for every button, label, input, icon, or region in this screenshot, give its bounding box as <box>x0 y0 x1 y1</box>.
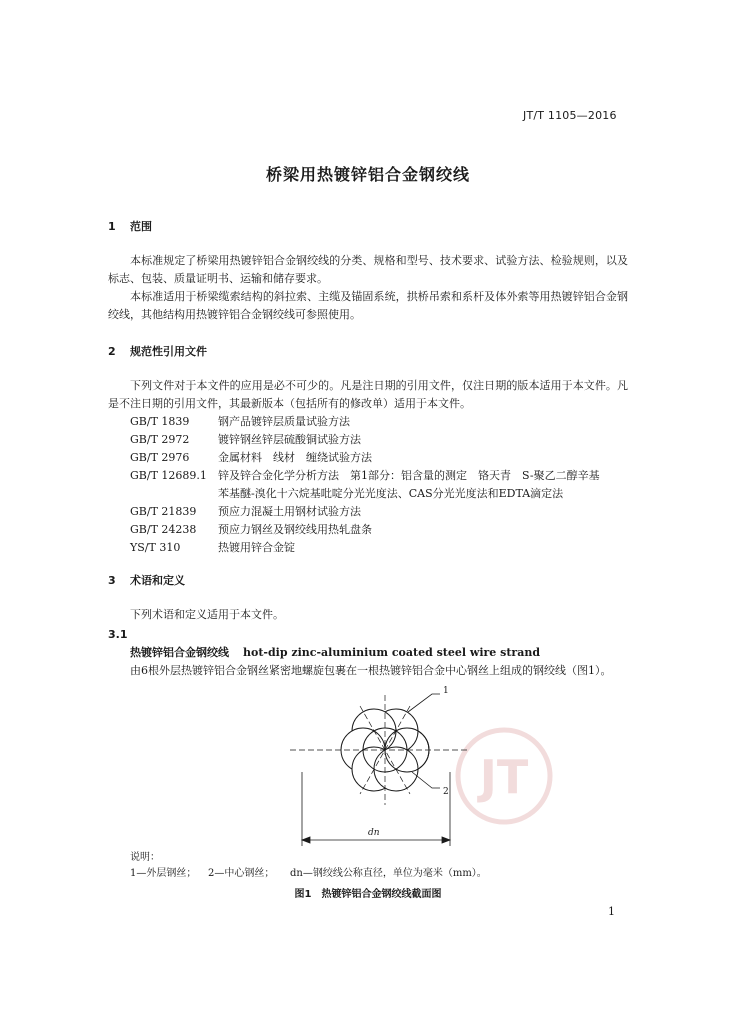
reference-code: GB/T 24238 <box>130 523 197 536</box>
figure-legend-outer-wire: 1—外层钢丝； <box>130 868 197 879</box>
figure-caption: 图1 热镀锌铝合金钢绞线截面图 <box>294 889 442 900</box>
label-1: 1 <box>443 686 449 696</box>
section-1-paragraph-2: 本标准适用于桥梁缆索结构的斜拉索、主缆及锚固系统，拱桥吊索和系杆及体外索等用热镀锌铝合金钢绞线，其他结构用热镀锌铝合金钢绞线可参照使用。 <box>108 290 628 321</box>
reference-code: GB/T 12689.1 <box>130 469 207 482</box>
figure-legend-title: 说明： <box>130 852 160 863</box>
reference-title: 预应力钢丝及钢绞线用热轧盘条 <box>218 523 372 536</box>
document-title: 桥梁用热镀锌铝合金钢绞线 <box>265 165 470 184</box>
strand-cross-section-figure <box>280 680 580 850</box>
leader-line-1 <box>408 694 440 712</box>
reference-title: 镀锌钢丝锌层硫酸铜试验方法 <box>218 433 361 446</box>
section-1-title: 范围 <box>130 220 152 233</box>
term-chinese: 热镀锌铝合金钢绞线 <box>130 646 229 659</box>
reference-code: YS/T 310 <box>130 541 181 554</box>
reference-title: 苯基醚-溴化十六烷基吡啶分光光度法、CAS分光光度法和EDTA滴定法 <box>218 487 564 500</box>
watermark-text: JT <box>479 750 529 804</box>
reference-title: 预应力混凝土用钢材试验方法 <box>218 505 361 518</box>
reference-title: 金属材料 线材 缠绕试验方法 <box>218 451 372 464</box>
reference-code: GB/T 2976 <box>130 451 190 464</box>
section-3-heading <box>108 572 185 588</box>
term-number: 3.1 <box>108 628 128 641</box>
section-2-title: 规范性引用文件 <box>130 345 207 358</box>
figure-legend-center-wire: 2—中心钢丝； <box>208 868 275 879</box>
term-line <box>130 644 540 662</box>
term-english: hot-dip zinc-aluminium coated steel wire strand <box>243 646 541 659</box>
term-definition: 由6根外层热镀锌铝合金钢丝紧密地螺旋包裹在一根热镀锌铝合金中心钢丝上组成的钢绞线（图1）。 <box>130 664 612 677</box>
section-3-title: 术语和定义 <box>130 574 185 587</box>
section-3-number: 3 <box>108 574 116 587</box>
reference-code: GB/T 2972 <box>130 433 190 446</box>
section-1-heading <box>108 218 152 234</box>
reference-code: GB/T 1839 <box>130 415 190 428</box>
section-1-paragraph-1: 本标准规定了桥梁用热镀锌铝合金钢绞线的分类、规格和型号、技术要求、试验方法、检验规则，以及标志、包装、质量证明书、运输和储存要求。 <box>108 254 628 285</box>
reference-title: 热镀用锌合金锭 <box>218 541 295 554</box>
section-3-intro: 下列术语和定义适用于本文件。 <box>130 608 284 621</box>
section-2-intro: 下列文件对于本文件的应用是必不可少的。凡是注日期的引用文件，仅注日期的版本适用于本文件。凡是不注日期的引用文件，其最新版本（包括所有的修改单）适用于本文件。 <box>108 379 628 410</box>
page-number: 1 <box>608 905 615 918</box>
reference-title: 钢产品镀锌层质量试验方法 <box>218 415 350 428</box>
standard-number: JT/T 1105—2016 <box>523 109 617 122</box>
section-2-number: 2 <box>108 345 116 358</box>
reference-title: 锌及锌合金化学分析方法 第1部分：铝含量的测定 铬天青 S-聚乙二醇辛基 <box>218 469 600 482</box>
reference-code: GB/T 21839 <box>130 505 197 518</box>
section-2-heading <box>108 343 207 359</box>
jt-watermark <box>458 730 550 822</box>
figure-legend-diameter: dn—钢绞线公称直径，单位为毫米（mm）。 <box>290 868 487 879</box>
dimension-label: dn <box>368 828 380 838</box>
label-2: 2 <box>443 787 449 797</box>
section-1-number: 1 <box>108 220 116 233</box>
